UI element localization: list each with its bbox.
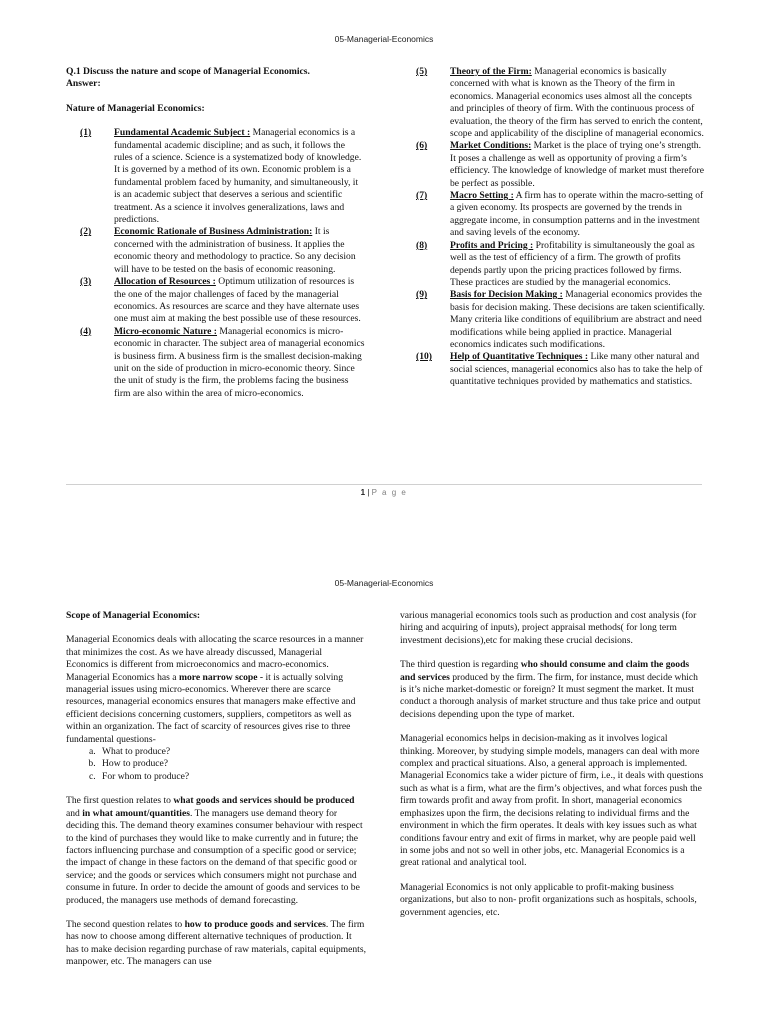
item-text: Like many other natural and social sciences, managerial economics also has to take the help of quantitative techniques provided by mathematics and statistics.: [450, 351, 703, 388]
item-text: Managerial economics is basically concerned with what is known as the Theory of the firm in economics. Managerial economics uses almost all the concepts and principles of theory of firm. With the continuous process of evaluation, the theory of the firm has served to enrich the content, scope and applicability of the discipline of managerial economics.: [450, 66, 704, 140]
item-text: A firm has to operate within the macro-setting of a given economy. Its prospects are governed by the trends in aggregate income, in consumption patterns and in the investment and saving levels of the economy.: [450, 190, 704, 239]
scope-heading: Scope of Managerial Economics:: [66, 610, 201, 621]
nature-item-6: [416, 140, 706, 190]
item-number: (9): [416, 289, 428, 301]
list-item: c. For whom to produce?: [98, 771, 366, 783]
footer-divider: [66, 484, 702, 485]
bold-run: how to produce goods and services: [184, 918, 326, 930]
scope-paragraph-4: various managerial economics tools such as production and cost analysis (for hiring and acquiring of inputs), project appraisal methods( for long term investment decisions),etc for making these crucial decisions.: [400, 610, 697, 646]
question-title: Q.1 Discuss the nature and scope of Managerial Economics.: [66, 66, 310, 77]
item-number: (3): [80, 276, 92, 288]
item-heading: Profits and Pricing :: [450, 239, 534, 251]
nature-item-10: [416, 351, 706, 388]
scope-paragraph-6: Managerial economics helps in decision-making as it involves logical thinking. Moreover, by studying simple models, managers can deal with more complex and practical situations. Also, a general approach is implemented. Managerial Economics take a wider picture of firm, i.e., it deals with questions such as what is a firm, what are the firm’s objectives, and what forces push the firm towards profit and away from profit. In short, managerial economics emphasizes upon the firm, the decisions relating to individual firms and the environment in which the firm operates. It deals with key issues such as what conditions favour entry and exit of firms in market, why are people paid well in some jobs and not so well in other jobs, etc. Managerial Economics is a great rational and analytical tool.: [400, 733, 704, 869]
text-run: and: [66, 807, 83, 819]
item-number: (8): [416, 239, 428, 251]
nature-item-9: [416, 289, 706, 351]
item-number: (2): [80, 226, 92, 238]
item-heading: Basis for Decision Making :: [450, 289, 563, 301]
scope-paragraph-7: Managerial Economics is not only applicable to profit-making business organizations, but also to non- profit organizations such as hospitals, schools, government agencies, etc.: [400, 881, 697, 918]
item-heading: Micro-economic Nature :: [114, 325, 218, 337]
page-number: 1 | P a g e: [360, 488, 408, 497]
item-heading: Macro Setting :: [450, 190, 514, 202]
item-heading: Market Conditions:: [450, 140, 532, 152]
page-number-value: 1: [360, 488, 366, 497]
item-heading: Economic Rationale of Business Administration:: [114, 226, 313, 238]
item-text: It is concerned with the administration of business. It applies the economic theory and methodology to practice. So any decision will have to be tested on the basis of economic reasoning.: [114, 226, 356, 275]
page1-right-column: [416, 66, 706, 389]
text-run: produced by the firm. The firm, for instance, must decide which is it’s niche market-domestic or foreign? It must segment the market. It must conduct a thorough analysis of market structure and thus take price and output decisions depending upon the type of market.: [400, 671, 701, 720]
scope-paragraph-3: [66, 919, 366, 969]
item-heading: Fundamental Academic Subject :: [114, 127, 251, 139]
item-number: (4): [80, 325, 92, 337]
scope-paragraph-5: [400, 659, 704, 721]
nature-item-4: [66, 326, 366, 400]
nature-item-3: [66, 276, 366, 326]
nature-item-7: [416, 190, 706, 240]
nature-item-1: [66, 127, 366, 226]
running-head-page2: 05-Managerial-Economics: [334, 578, 434, 588]
item-heading: Allocation of Resources :: [114, 276, 216, 288]
bold-run: in what amount/quantities: [82, 807, 190, 819]
fundamental-questions-list: [66, 746, 366, 783]
list-item: b. How to produce?: [98, 758, 366, 770]
item-text: Optimum utilization of resources is the one of the major challenges of faced by the managerial economics. As resources are scarce and they have alternate uses one must aim at making the best possible use of these resources.: [114, 276, 361, 325]
nature-item-2: [66, 226, 366, 276]
item-heading: Help of Quantitative Techniques :: [450, 351, 589, 363]
item-text: Profitability is simultaneously the goal as well as the test of efficiency of a firm. The growth of profits depends partly upon the pricing practices followed by firms. These practices are studied by the managerial economics.: [450, 239, 695, 288]
page-word: P a g e: [371, 488, 408, 497]
text-run: it is actually solving managerial issues using micro-economics. Wherever there are scarce resources, managerial economics ensures that managers make effective and efficient decisions concerning customers, suppliers, competitors as well as within an organization. The fact of scarcity of resources gives rise to three fundamental questions-: [66, 671, 356, 745]
scope-paragraph-1: [66, 634, 366, 746]
bold-run: more narrow scope -: [178, 671, 264, 683]
text-run: The first question relates to: [66, 795, 174, 807]
page1-left-column: [66, 66, 366, 400]
nature-item-8: [416, 240, 706, 290]
item-text: Managerial economics is a fundamental academic discipline; and as such, it follows the rules of a science. Science is a systematized body of knowledge. It is governed by a method of its own. Economic problem is a fundamental problem faced by humanity, and simultaneously, it is an academic subject that deserves a serious and scientific treatment. As a science it involves generalizations, laws and predictions.: [114, 127, 362, 226]
bold-run: what goods and services should be produced: [173, 795, 355, 807]
text-run: Managerial Economics deals with allocating the scarce resources in a manner that minimizes the cost. As we have already discussed, Managerial Economics is different from microeconomics and macro-economics. Managerial Economics has a: [66, 634, 364, 683]
item-number: (6): [416, 140, 428, 152]
text-run: . The firm has now to choose among different alternative techniques of production. It has to make decision regarding purchase of raw materials, capital equipments, manpower, etc. The managers can use: [66, 918, 366, 968]
text-run: The third question is regarding: [400, 659, 521, 671]
answer-label: Answer:: [66, 78, 101, 90]
text-run: . The managers use demand theory for deciding this. The demand theory examines consumer behaviour with respect to the kind of purchases they would like to make currently and in future; the factors influencing purchase and consumption of a specific good or service; the impact of change in these factors on the demand of that specific good or service; and the goods or services which consumers might not purchase and consume in future. In order to decide the amount of goods and services to be produced, the managers use methods of demand forecasting.: [66, 807, 363, 906]
nature-item-5: [416, 66, 706, 140]
item-text: Managerial economics is micro-economic in character. The subject area of managerial economics is business firm. A business firm is the smallest decision-making unit on the side of production in micro-economic theory. Since the unit of study is the firm, the problems facing the business firm are also within the area of micro-economics.: [114, 325, 365, 399]
page2-left-column: [66, 610, 366, 981]
scope-paragraph-2: [66, 795, 366, 907]
item-heading: Theory of the Firm:: [450, 66, 532, 77]
running-head: 05-Managerial-Economics: [334, 34, 434, 44]
item-number: (7): [416, 190, 428, 202]
item-text: Market is the place of trying one’s strength. It poses a challenge as well as opportunity of proving a firm’s efficiency. The knowledge of knowledge of market must therefore be perfect as possible.: [450, 140, 704, 189]
list-item: a. What to produce?: [98, 746, 366, 758]
nature-heading: Nature of Managerial Economics:: [66, 102, 205, 114]
item-number: (1): [80, 127, 92, 139]
bold-run: who should consume and claim the goods and services: [400, 659, 690, 683]
item-text: Managerial economics provides the basis for decision making. These decisions are taken scientifically. Many criteria like conditions of equilibrium are abstract and need modifications while being applied in practice. Managerial economics indicates such modifications.: [450, 289, 705, 350]
item-number: (10): [416, 351, 432, 363]
item-number: (5): [416, 66, 428, 77]
page2-right-column: [400, 610, 704, 931]
text-run: The second question relates to: [66, 918, 185, 930]
